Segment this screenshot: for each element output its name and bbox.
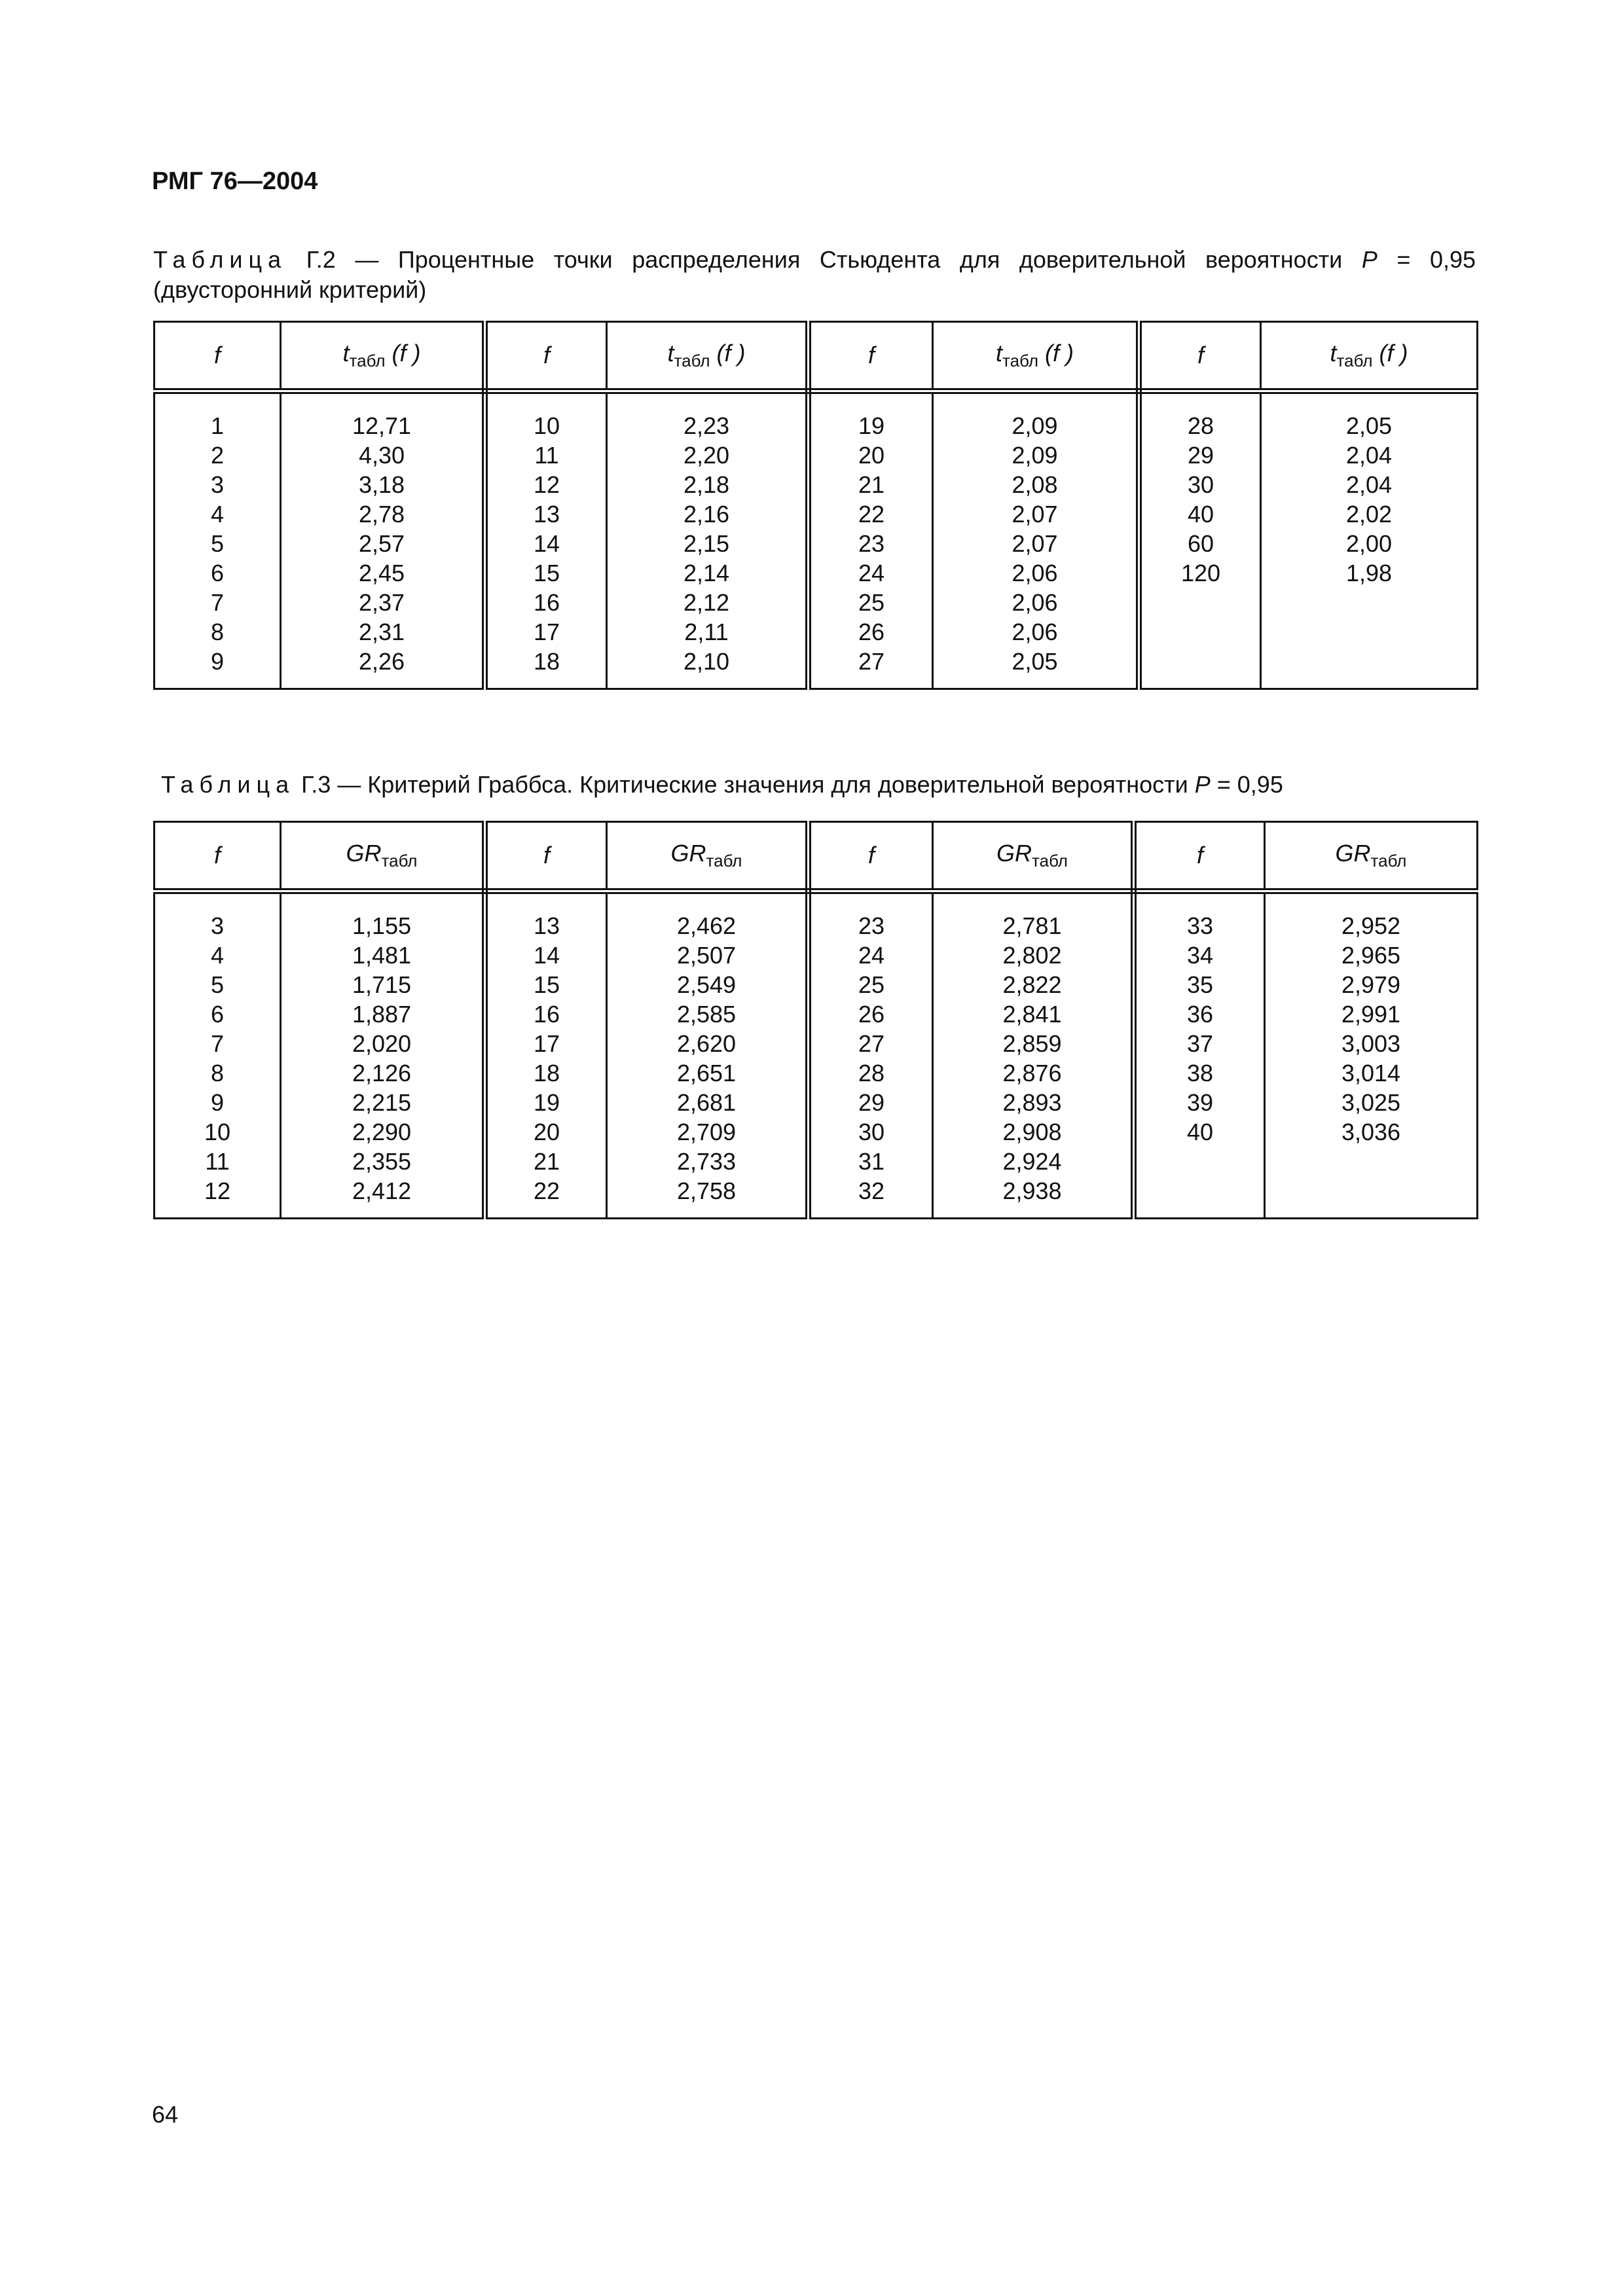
caption-word: Таблица [153, 246, 287, 273]
col-header-gr: $GR_{табл}$ [281, 822, 485, 891]
table-cell: 37 [1186, 1030, 1214, 1057]
table-cell: 2,908 [1002, 1119, 1062, 1145]
f-column [1134, 891, 1265, 1219]
table-cell: 26 [858, 1001, 885, 1028]
table-cell: 25 [858, 971, 885, 998]
caption-p: P [1194, 771, 1211, 798]
table-cell: 2,12 [683, 589, 730, 616]
table-cell: 2,07 [1012, 501, 1058, 528]
table-cell: 11 [534, 442, 559, 469]
col-header-f: f [809, 822, 933, 891]
table-cell: 18 [533, 1060, 560, 1086]
table-cell: 27 [858, 648, 885, 675]
table-cell: 11 [205, 1148, 230, 1175]
col-header-t: $t_{табл}$ (f ) [281, 322, 485, 391]
table-cell: 4 [210, 942, 225, 969]
table-cell: 2,31 [358, 619, 405, 645]
table-cell: 32 [858, 1177, 885, 1204]
table-cell: 2,07 [1012, 530, 1058, 557]
gr-value-column [1265, 891, 1478, 1219]
table-cell: 2,781 [1002, 912, 1062, 939]
col-header-f: f [155, 822, 281, 891]
table-cell: 2,05 [1345, 412, 1393, 439]
table-cell: 8 [210, 1060, 225, 1086]
caption-word: Таблица [161, 771, 295, 798]
t-value-column [281, 391, 485, 689]
table-cell: 2,802 [1002, 942, 1062, 969]
table-cell: 12 [533, 471, 560, 498]
table-cell: 2,462 [676, 912, 737, 939]
table-cell: 23 [858, 912, 885, 939]
table-cell: 2,355 [352, 1148, 412, 1175]
table-cell: 20 [858, 442, 885, 469]
caption-text: Г.2 — Процентные точки распределения Стьюдента для доверительной вероятности [287, 246, 1362, 273]
table-cell: 2,876 [1002, 1060, 1062, 1086]
table-cell: 24 [858, 560, 885, 586]
table-cell: 2,841 [1002, 1001, 1062, 1028]
table-cell: 2,09 [1012, 412, 1058, 439]
table-cell: 3 [210, 471, 225, 498]
table-cell: 33 [1186, 912, 1214, 939]
table-cell: 28 [858, 1060, 885, 1086]
col-header-gr: $GR_{табл}$ [1265, 822, 1478, 891]
col-header-f: f [485, 822, 607, 891]
f-column [485, 391, 607, 689]
table-cell: 16 [533, 1001, 560, 1028]
table-cell: 2,16 [683, 501, 730, 528]
table-cell: 10 [533, 412, 560, 439]
table-cell: 2,412 [352, 1177, 412, 1204]
table-cell: 1,481 [352, 942, 412, 969]
table-cell: 7 [210, 1030, 225, 1057]
table-cell: 31 [858, 1148, 885, 1175]
table-cell: 25 [858, 589, 885, 616]
table-cell: 7 [210, 589, 225, 616]
table-cell: 5 [210, 971, 225, 998]
table-cell: 40 [1187, 501, 1214, 528]
table-cell: 2,20 [683, 442, 730, 469]
col-header-f: f [1134, 822, 1265, 891]
table-header-row [155, 322, 1478, 391]
table-cell: 2,893 [1002, 1089, 1062, 1116]
table-cell: 35 [1186, 971, 1214, 998]
table-cell: 14 [533, 530, 560, 557]
table-cell: 1 [210, 412, 225, 439]
table-cell: 3,18 [358, 471, 405, 498]
table-cell: 16 [533, 589, 560, 616]
col-header-gr: $GR_{табл}$ [607, 822, 809, 891]
table-cell: 23 [858, 530, 885, 557]
table-cell: 3 [210, 912, 225, 939]
table-body-row [155, 891, 1478, 1219]
f-column [155, 391, 281, 689]
table-cell: 40 [1186, 1119, 1214, 1145]
t-value-column [607, 391, 809, 689]
table-cell: 2,10 [683, 648, 730, 675]
table-cell: 4,30 [358, 442, 405, 469]
table-cell: 2,37 [358, 589, 405, 616]
f-column [1139, 391, 1261, 689]
student-t-table [153, 321, 1478, 690]
table-cell: 2,991 [1341, 1001, 1401, 1028]
table-cell: 2,709 [676, 1119, 737, 1145]
table-cell: 12 [204, 1177, 231, 1204]
table-cell: 2,45 [358, 560, 405, 586]
table-cell: 10 [204, 1119, 231, 1145]
table-cell: 17 [533, 1030, 560, 1057]
table-cell: 2,215 [352, 1089, 412, 1116]
table-cell: 5 [210, 530, 225, 557]
table-cell: 2 [210, 442, 225, 469]
table-cell: 3,003 [1341, 1030, 1401, 1057]
table-cell: 19 [533, 1089, 560, 1116]
col-header-f: f [155, 322, 281, 391]
table-cell: 6 [210, 560, 225, 586]
table-cell: 2,651 [676, 1060, 737, 1086]
table-cell: 9 [210, 648, 225, 675]
document-designation: РМГ 76—2004 [152, 168, 318, 195]
table-cell: 2,05 [1012, 648, 1058, 675]
f-column [809, 891, 933, 1219]
col-header-t: $t_{табл}$ (f ) [607, 322, 809, 391]
table-cell: 2,585 [676, 1001, 737, 1028]
table-cell: 14 [533, 942, 560, 969]
table-cell: 2,26 [358, 648, 405, 675]
table-cell: 2,979 [1341, 971, 1401, 998]
table-cell: 2,09 [1012, 442, 1058, 469]
table-cell: 8 [210, 619, 225, 645]
table-cell: 22 [533, 1177, 560, 1204]
table-cell: 13 [533, 912, 560, 939]
table-cell: 6 [210, 1001, 225, 1028]
grubbs-table [153, 821, 1478, 1219]
table-cell: 29 [858, 1089, 885, 1116]
table-cell: 2,14 [683, 560, 730, 586]
f-column [485, 891, 607, 1219]
table-cell: 2,06 [1012, 619, 1058, 645]
table-cell: 2,06 [1012, 560, 1058, 586]
t-value-column [933, 391, 1139, 689]
f-column [155, 891, 281, 1219]
caption-tail: = 0,95 (двусторонний критерий) [153, 246, 1476, 303]
table-body-row [155, 391, 1478, 689]
table-cell: 27 [858, 1030, 885, 1057]
table-cell: 15 [533, 971, 560, 998]
table-cell: 2,23 [683, 412, 730, 439]
table-cell: 2,859 [1002, 1030, 1062, 1057]
table-cell: 2,78 [358, 501, 405, 528]
table-cell: 2,549 [676, 971, 737, 998]
table-cell: 2,822 [1002, 971, 1062, 998]
gr-value-column [933, 891, 1134, 1219]
col-header-gr: $GR_{табл}$ [933, 822, 1134, 891]
table-cell: 2,11 [684, 619, 729, 645]
table-cell: 1,98 [1345, 560, 1393, 586]
page-number: 64 [152, 2101, 179, 2128]
table-cell: 28 [1187, 412, 1214, 439]
table-cell: 3,014 [1341, 1060, 1401, 1086]
table-cell: 4 [210, 501, 225, 528]
table-cell: 2,06 [1012, 589, 1058, 616]
table-cell: 2,965 [1341, 942, 1401, 969]
table-cell: 2,620 [676, 1030, 737, 1057]
table-cell: 26 [858, 619, 885, 645]
table-cell: 2,04 [1345, 471, 1393, 498]
table-g2-caption [153, 245, 1476, 305]
caption-tail: = 0,95 [1210, 771, 1283, 798]
table-cell: 15 [533, 560, 560, 586]
table-cell: 18 [533, 648, 560, 675]
table-cell: 19 [858, 412, 885, 439]
table-cell: 34 [1186, 942, 1214, 969]
table-cell: 1,155 [352, 912, 412, 939]
table-cell: 2,57 [358, 530, 405, 557]
gr-value-column [281, 891, 485, 1219]
table-cell: 2,126 [352, 1060, 412, 1086]
table-cell: 2,733 [676, 1148, 737, 1175]
col-header-f: f [809, 322, 933, 391]
table-header-row [155, 822, 1478, 891]
table-cell: 36 [1186, 1001, 1214, 1028]
table-cell: 9 [210, 1089, 225, 1116]
table-cell: 17 [533, 619, 560, 645]
table-cell: 3,025 [1341, 1089, 1401, 1116]
table-cell: 39 [1186, 1089, 1214, 1116]
f-column [809, 391, 933, 689]
col-header-t: $t_{табл}$ (f ) [1261, 322, 1478, 391]
table-cell: 60 [1187, 530, 1214, 557]
table-cell: 13 [533, 501, 560, 528]
table-g3-caption [161, 770, 1484, 800]
table-cell: 30 [858, 1119, 885, 1145]
table-cell: 22 [858, 501, 885, 528]
table-cell: 30 [1187, 471, 1214, 498]
table-cell: 120 [1180, 560, 1221, 586]
table-cell: 2,290 [352, 1119, 412, 1145]
table-cell: 12,71 [352, 412, 412, 439]
gr-value-column [607, 891, 809, 1219]
table-cell: 1,715 [352, 971, 412, 998]
caption-p: P [1361, 246, 1377, 273]
table-cell: 24 [858, 942, 885, 969]
table-cell: 38 [1186, 1060, 1214, 1086]
table-cell: 2,938 [1002, 1177, 1062, 1204]
table-cell: 2,15 [683, 530, 730, 557]
table-cell: 2,758 [676, 1177, 737, 1204]
table-cell: 2,020 [352, 1030, 412, 1057]
table-cell: 2,08 [1012, 471, 1058, 498]
caption-text: Г.3 — Критерий Граббса. Критические значения для доверительной вероятности [301, 771, 1195, 798]
table-cell: 2,00 [1345, 530, 1393, 557]
col-header-t: $t_{табл}$ (f ) [933, 322, 1139, 391]
table-cell: 3,036 [1341, 1119, 1401, 1145]
table-cell: 2,924 [1002, 1148, 1062, 1175]
table-cell: 20 [533, 1119, 560, 1145]
table-cell: 1,887 [352, 1001, 412, 1028]
table-cell: 21 [858, 471, 885, 498]
table-cell: 2,18 [683, 471, 730, 498]
t-value-column [1261, 391, 1478, 689]
table-cell: 2,681 [676, 1089, 737, 1116]
table-cell: 29 [1187, 442, 1214, 469]
col-header-f: f [485, 322, 607, 391]
col-header-f: f [1139, 322, 1261, 391]
table-cell: 2,02 [1345, 501, 1393, 528]
table-cell: 21 [533, 1148, 560, 1175]
table-cell: 2,952 [1341, 912, 1401, 939]
table-cell: 2,507 [676, 942, 737, 969]
table-cell: 2,04 [1345, 442, 1393, 469]
